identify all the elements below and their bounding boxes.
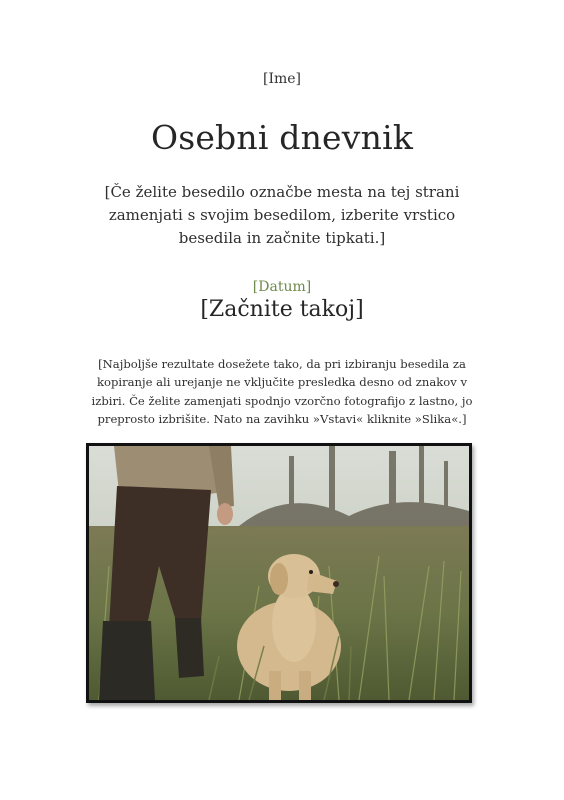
entry-date[interactable]: [Datum] [252,279,312,295]
photo-person-and-dog [89,446,469,700]
document-title[interactable]: Osebni dnevnik [150,118,414,157]
entry-heading[interactable]: [Začnite takoj] [200,297,364,322]
intro-placeholder-text[interactable]: [Če želite besedilo označbe mesta na tej strani zamenjati s svojim besedilom, izberite vrstico besedila in začnite tipkati.] [104,183,460,247]
sample-photo[interactable] [86,443,472,703]
entry-body-text[interactable]: [Najboljše rezultate dosežete tako, da pri izbiranju besedila za kopiranje ali urejanje ne vključite presledka desno od znakov v izbiri. Če želite zamenjati spodnjo vzorčno fotografijo z lastno, jo preprosto izbrišite. Nato na zavihku »Vstavi« kliknite »Slika«.] [91,357,473,427]
author-name[interactable]: [Ime] [262,71,301,87]
